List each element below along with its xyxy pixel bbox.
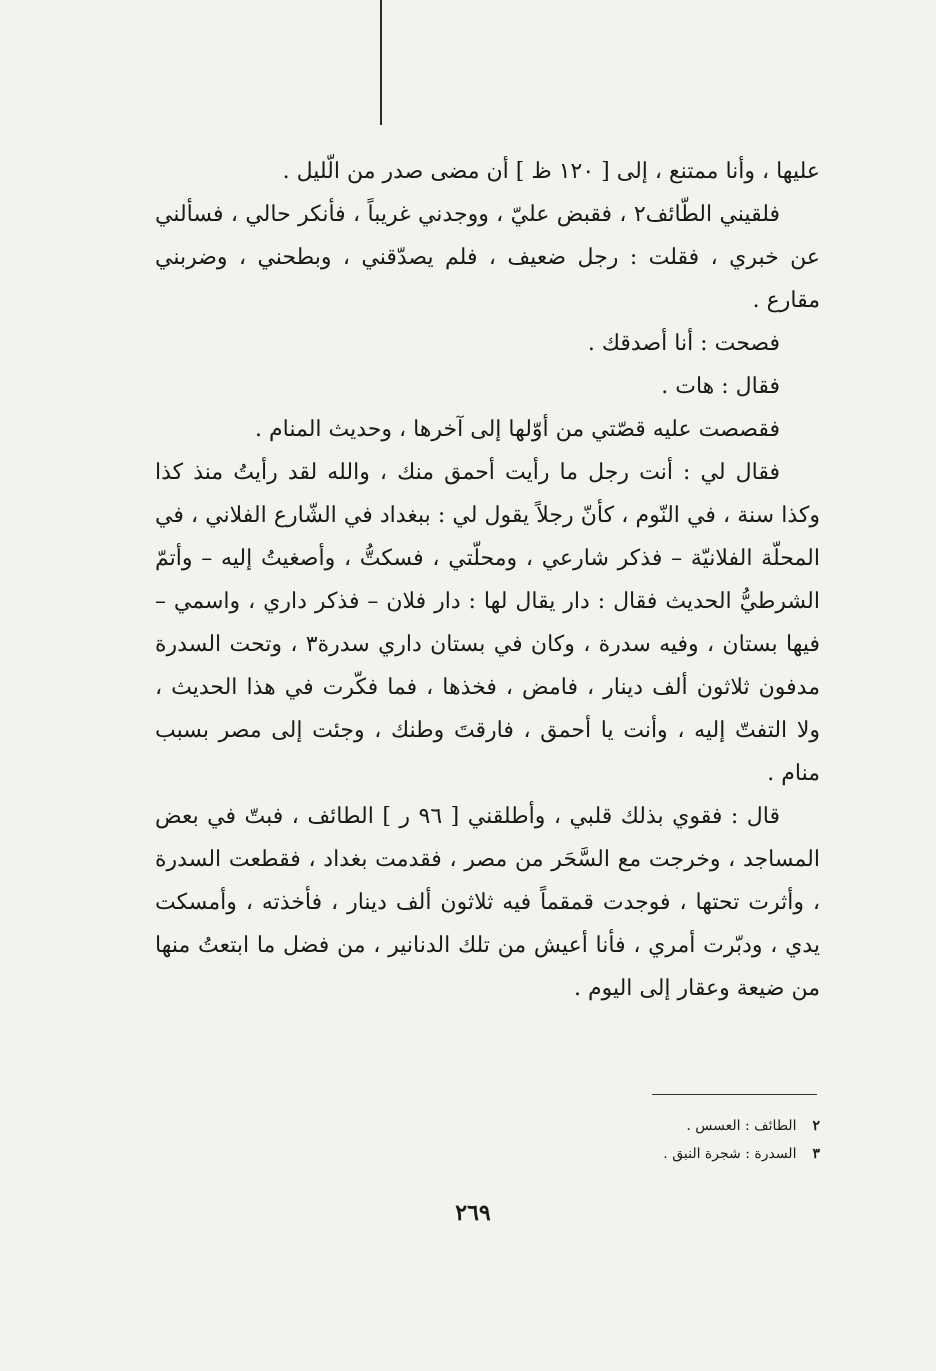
footnote-separator-rule — [652, 1094, 817, 1095]
paragraph: عليها ، وأنا ممتنع ، إلى [ ١٢٠ ظ ] أن مضى صدر من الّليل . — [282, 159, 820, 184]
paragraph: قال : فقوي بذلك قلبي ، وأطلقني [ ٩٦ ر ] الطائف ، فبتّ في بعض المساجد ، وخرجت مع السَّحَر من مصر ، فقدمت بغداد ، فقطعت السدرة ، وأثرت تحتها ، فوجدت قمقماً فيه ثلاثون ألف دينار ، فأخذته ، وأمسكت يدي ، ودبّرت أمري ، فأنا أعيش من تلك الدنانير ، من فضل ما ابتعتُ منها من ضيعة وعقار إلى اليوم . — [155, 804, 820, 1001]
paragraph: فقال : هات . — [661, 374, 780, 399]
footnotes — [520, 1112, 820, 1168]
page-number: ٢٦٩ — [455, 1200, 491, 1226]
footnote-item — [520, 1140, 820, 1168]
footnote-text: الطائف : العسس . — [686, 1118, 797, 1134]
footnote-number: ٢ — [812, 1118, 820, 1134]
paragraph: فصحت : أنا أصدقك . — [587, 331, 780, 356]
paragraph: فلقيني الطّائف٢ ، فقبض عليّ ، ووجدني غريباً ، فأنكر حالي ، فسألني عن خبري ، فقلت : رجل ضعيف ، فلم يصدّقني ، وبطحني ، وضربني مقارع . — [155, 202, 820, 313]
footnote-item — [520, 1112, 820, 1140]
binding-gutter-line — [380, 0, 382, 125]
footnote-text: السدرة : شجرة النبق . — [663, 1146, 797, 1162]
footnote-number: ٣ — [812, 1146, 820, 1162]
paragraph: فقال لي : أنت رجل ما رأيت أحمق منك ، والله لقد رأيتُ منذ كذا وكذا سنة ، في النّوم ، كأنّ رجلاً يقول لي : ببغداد في الشّارع الفلاني ، في المحلّة الفلانيّة – فذكر شارعي ، ومحلّتي ، فسكتُّ ، وأصغيتُ إليه – وأتمّ الشرطيُّ الحديث فقال : دار يقال لها : دار فلان – فذكر داري ، واسمي – فيها بستان ، وفيه سدرة ، وكان في بستان داري سدرة٣ ، وتحت السدرة مدفون ثلاثون ألف دينار ، فامض ، فخذها ، فما فكّرت في هذا الحديث ، ولا التفتّ إليه ، وأنت يا أحمق ، فارقتَ وطنك ، وجئت إلى مصر بسبب منام . — [155, 460, 820, 786]
main-text-block — [155, 150, 820, 1010]
paragraph: فقصصت عليه قصّتي من أوّلها إلى آخرها ، وحديث المنام . — [255, 417, 780, 442]
